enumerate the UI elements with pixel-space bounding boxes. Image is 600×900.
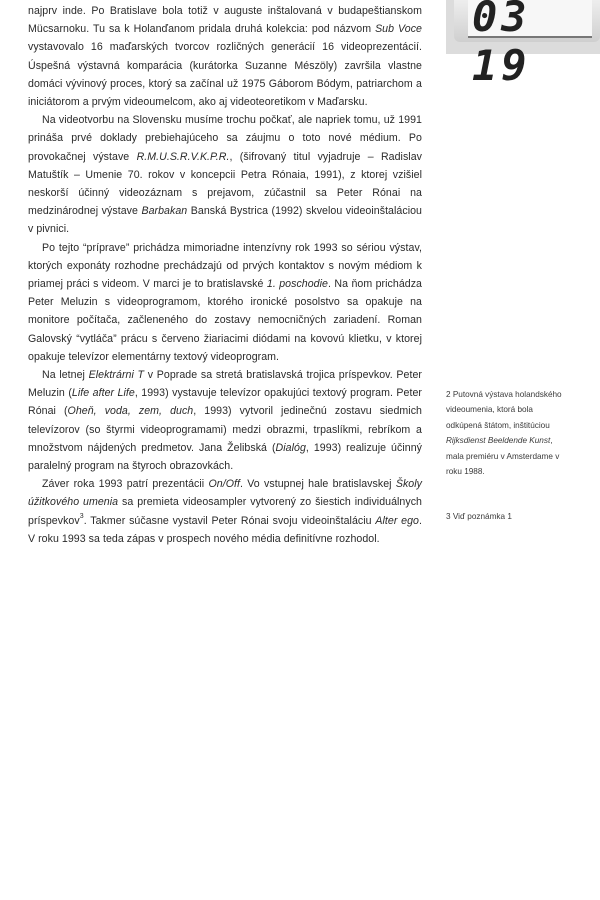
clock-display-photo: [446, 0, 600, 90]
text-run: . Takmer súčasne vystavil Peter Rónai svoju videoinštaláciu: [83, 514, 376, 527]
paragraph: [28, 2, 422, 111]
paragraph: [28, 239, 422, 366]
text-run: v Poprade sa stretá bratislavská trojica príspevkov. Peter Meluzin (: [28, 369, 422, 400]
text-run: 2 Putovná výstava holandského videoumenia, ktorá bola odkúpená štátom, inštitúciou: [446, 390, 562, 430]
paragraph: [28, 475, 422, 548]
text-run: Po tejto “príprave” prichádza mimoriadne intenzívny rok 1993 so sériou výstav, ktorých exponáty rozhodne prechádzajú od prvých kontaktov s novým médiom k priamej práci s videom. V marci je to bratislavské: [28, 241, 422, 291]
text-run: najprv inde. Po Bratislave bola totiž v auguste inštalovaná v budapeštianskom Mücsarnoku. Tu sa k Holanďanom pridala druhá kolekcia: pod názvom: [28, 5, 422, 36]
paragraph: [28, 366, 422, 475]
italic-title: On/Off: [208, 478, 240, 491]
italic-title: Barbakan: [141, 205, 188, 218]
text-run: sa premieta videosampler vytvorený zo šiestich individuálnych príspevkov: [28, 496, 422, 527]
italic-title: R.M.U.S.R.V.K.P.R.: [136, 150, 230, 163]
text-run: Banská Bystrica (1992) skvelou videoinštaláciou v pivnici.: [28, 205, 422, 236]
clock-digits: 03 19: [472, 0, 531, 90]
footnote-2: [446, 387, 566, 479]
text-run: Na videotvorbu na Slovensku musíme trochu počkať, ale napriek tomu, už 1991 prináša prvé doklady prebiehajúceho sa záujmu o toto nové médium. Po provokačnej výstave: [28, 114, 422, 163]
text-run: , 1993) realizuje účinný paralelný program na štyroch obrazovkách.: [28, 441, 422, 473]
italic-title: Dialóg: [275, 441, 306, 454]
footnote-ref: 3: [79, 513, 84, 521]
text-run: . Vo vstupnej hale bratislavskej: [240, 478, 396, 491]
text-run: 3 Viď poznámka 1: [446, 512, 512, 521]
italic-title: Oheň, voda, zem, duch: [67, 405, 194, 418]
text-run: Na letnej: [42, 369, 89, 382]
italic-title: Sub Voce: [375, 23, 422, 36]
footnote-3: [446, 509, 566, 524]
italic-title: Školy úžitkového umenia: [28, 478, 422, 509]
text-run: , mala premiéru v Amsterdame v roku 1988.: [446, 436, 560, 477]
text-run: . V roku 1993 sa teda zápas v prospech nového média definitívne rozhodol.: [28, 514, 422, 545]
text-run: Záver roka 1993 patrí prezentácii: [42, 478, 209, 491]
text-run: , (šifrovaný titul vyjadruje – Radislav Matuštík – Umenie 70. rokov v koncepcii Petra Rónaia, 1991), z ktorej vzišiel neskorší účinný videozáznam s prejavom, zúčastnil sa Peter Rónai na medzinárodnej výstave: [28, 150, 422, 218]
italic-title: Rijksdienst Beeldende Kunst: [446, 436, 551, 446]
italic-title: Life after Life: [71, 387, 135, 400]
paragraph: [28, 111, 422, 238]
main-text-column: [28, 2, 422, 548]
italic-title: Alter ego: [375, 514, 419, 527]
text-run: . Na ňom prichádza Peter Meluzin s videoprogramom, ktorého ironické posolstvo sa opakuje na monitore počítača, začleneného do zostavy nemocničných zariadení. Roman Galovský “vytláča” prácu s červeno žiariacimi diódami na kovovú klietku, v ktorej opakuje televízor elementárny textový videoprogram.: [28, 278, 422, 363]
italic-title: 1. poschodie: [266, 278, 328, 291]
text-run: , 1993) vytvoril jedinečnú zostavu siedmich televízorov (so štyrmi videoprogramami) medzi obrazmi, trpaslíkmi, rebríkom a množstvom nájdených predmetov. Jana Želibská (: [28, 405, 422, 454]
text-run: , 1993) vystavuje televízor opakujúci textový program. Peter Rónai (: [28, 387, 422, 418]
italic-title: Elektrárni T: [88, 369, 145, 382]
text-run: vystavovalo 16 maďarských tvorcov rozličných generácií 16 videoprezentácií. Úspešná výstavná komparácia (kurátorka Suzanne Mészöly) završila vlastne domáci vývinový proces, ktorý sa začínal už 1975 Gáborom Bódym, patriarchom a iniciátorom a prvým videoumelcom, ako aj videoteoretikom v Maďarsku.: [28, 41, 422, 109]
